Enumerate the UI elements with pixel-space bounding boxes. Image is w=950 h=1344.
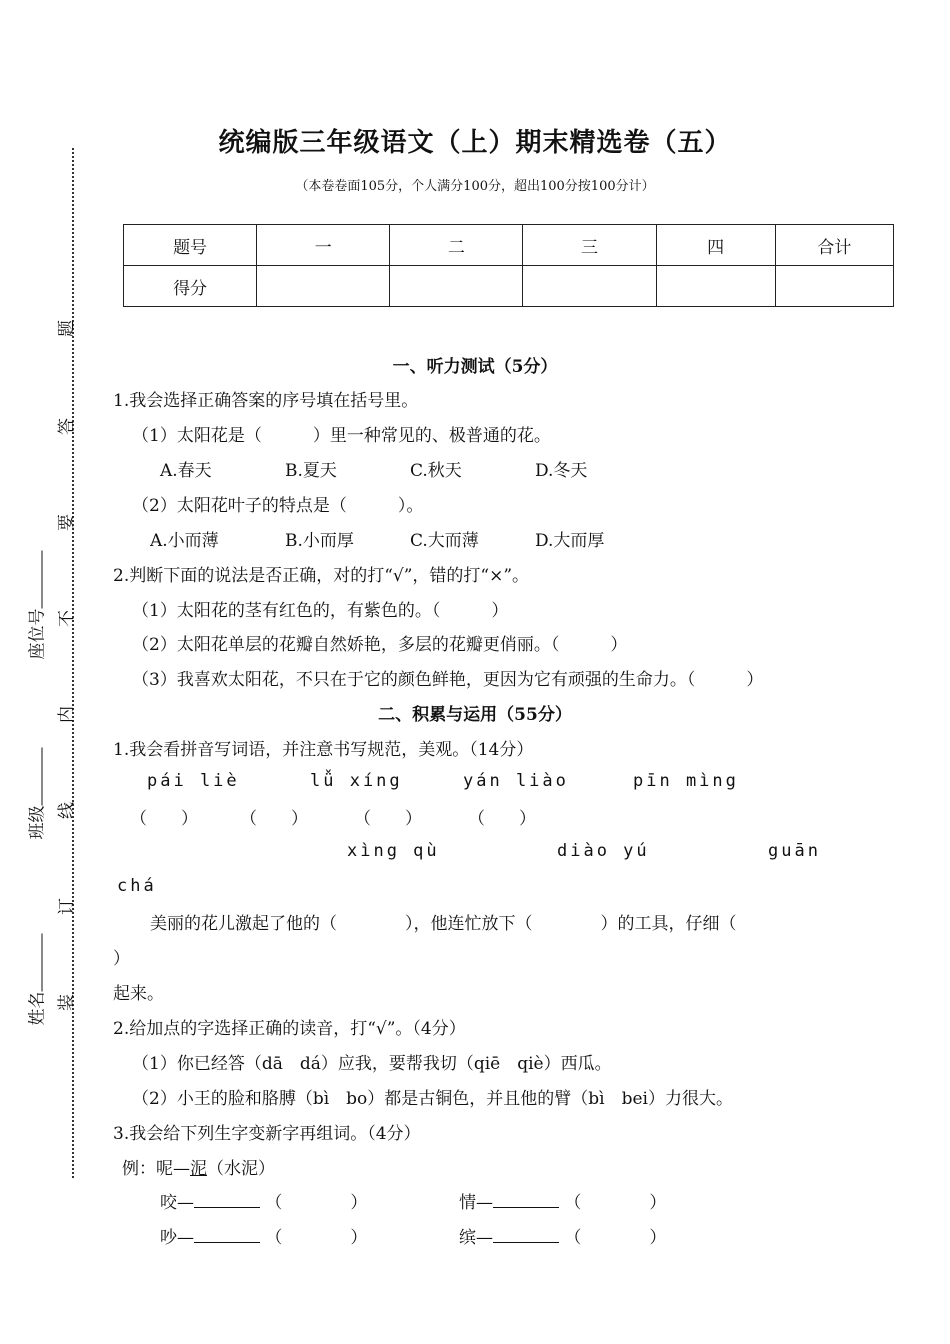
section1-heading: 一、听力测试（5分）	[392, 357, 558, 377]
option[interactable]: D.大而厚	[535, 531, 605, 551]
pinyin: pái liè	[147, 771, 240, 791]
new-char-item	[160, 1188, 367, 1213]
q1-sub1: （1）太阳花是（ ）里一种常见的、极普通的花。	[132, 426, 551, 446]
seat-number-line	[30, 551, 43, 609]
seal-char: 线	[57, 802, 77, 819]
q2-sub3: （3）我喜欢太阳花，不只在于它的颜色鲜艳，更因为它有顽强的生命力。（ ）	[132, 670, 764, 690]
class-label: 班级	[27, 805, 48, 840]
seal-char: 内	[57, 706, 77, 723]
new-char-source: 吵—	[160, 1228, 194, 1248]
new-char-source: 咬—	[160, 1193, 194, 1213]
seat-number-field[interactable]	[23, 550, 48, 660]
name-label: 姓名	[27, 991, 48, 1026]
new-word-paren[interactable]: （ ）	[265, 1193, 368, 1213]
pinyin: lǚ xíng	[310, 771, 403, 791]
section2-heading: 二、积累与运用（55分）	[378, 705, 572, 725]
q2-sub2: （2）太阳花单层的花瓣自然娇艳，多层的花瓣更俏丽。（ ）	[132, 635, 628, 655]
example-prefix: 例：呢—	[122, 1159, 190, 1179]
q1-sub2: （2）太阳花叶子的特点是（ ）。	[132, 496, 424, 516]
score-cell[interactable]	[656, 266, 775, 307]
option[interactable]: B.小而厚	[285, 531, 354, 551]
example-word: （水泥）	[207, 1159, 275, 1179]
class-field[interactable]	[23, 750, 48, 840]
q1-stem: 1.我会选择正确答案的序号填在括号里。	[113, 391, 419, 411]
option[interactable]: B.夏天	[285, 461, 337, 481]
page-title: 统编版三年级语文（上）期末精选卷（五）	[218, 128, 732, 158]
class-line	[30, 748, 43, 806]
name-field[interactable]	[23, 936, 48, 1026]
pinyin: chá	[117, 876, 157, 896]
score-row-label: 得分	[124, 266, 257, 307]
seal-char: 装	[57, 994, 77, 1011]
score-header-cell: 二	[390, 225, 523, 266]
fill-sentence-wrap: ）	[113, 949, 130, 969]
score-table	[123, 224, 894, 307]
seal-char: 答	[57, 418, 77, 435]
answer-blank[interactable]: （ ）	[468, 809, 536, 829]
s2-q3-stem: 3.我会给下列生字变新字再组词。（4分）	[113, 1124, 421, 1144]
new-char-item	[459, 1223, 666, 1248]
option[interactable]: D.冬天	[535, 461, 588, 481]
new-char-source: 缤—	[459, 1228, 493, 1248]
name-line	[30, 934, 43, 992]
page-subtitle: （本卷卷面105分，个人满分100分，超出100分按100分计）	[295, 179, 655, 194]
s2-q2-sub2: （2）小王的脸和胳膊（bì bo）都是古铜色，并且他的臂（bì bei）力很大。	[132, 1089, 733, 1109]
score-header-cell: 一	[257, 225, 390, 266]
seal-char: 题	[57, 320, 77, 337]
new-word-paren[interactable]: （ ）	[564, 1228, 667, 1248]
fill-sentence: 美丽的花儿激起了他的（ ），他连忙放下（ ）的工具，仔细（	[150, 914, 737, 934]
score-table-header-row	[124, 225, 894, 266]
option[interactable]: C.大而薄	[410, 531, 479, 551]
score-header-cell: 四	[656, 225, 775, 266]
pinyin: diào yú	[557, 841, 650, 861]
score-header-cell: 三	[523, 225, 656, 266]
answer-blank[interactable]: （ ）	[354, 809, 422, 829]
q2-sub1: （1）太阳花的茎有红色的，有紫色的。（ ）	[132, 601, 509, 621]
new-char-blank[interactable]	[493, 1191, 559, 1208]
seat-number-label: 座位号	[27, 608, 48, 660]
pinyin: xìng qù	[347, 841, 440, 861]
option[interactable]: C.秋天	[410, 461, 462, 481]
answer-blank[interactable]: （ ）	[130, 809, 198, 829]
example-char: 泥	[190, 1159, 207, 1179]
score-table-row	[124, 266, 894, 307]
pinyin: guān	[768, 841, 821, 861]
score-cell[interactable]	[390, 266, 523, 307]
answer-blank[interactable]: （ ）	[240, 809, 308, 829]
s2-q2-sub1: （1）你已经答（dā dá）应我，要帮我切（qiē qiè）西瓜。	[132, 1054, 612, 1074]
q2-stem: 2.判断下面的说法是否正确，对的打“√”，错的打“×”。	[113, 566, 530, 586]
s2-q2-stem: 2.给加点的字选择正确的读音，打“√”。（4分）	[113, 1019, 466, 1039]
seal-char: 不	[57, 610, 77, 627]
seal-char: 订	[57, 898, 77, 915]
new-word-paren[interactable]: （ ）	[564, 1193, 667, 1213]
option[interactable]: A.小而薄	[150, 531, 219, 551]
score-header-cell: 合计	[775, 225, 893, 266]
seal-char: 要	[57, 514, 77, 531]
new-char-blank[interactable]	[194, 1226, 260, 1243]
s2-q1-stem: 1.我会看拼音写词语，并注意书写规范，美观。（14分）	[113, 740, 534, 760]
score-header-cell: 题号	[124, 225, 257, 266]
pinyin: yán liào	[463, 771, 569, 791]
score-cell[interactable]	[257, 266, 390, 307]
new-char-item	[160, 1223, 367, 1248]
new-char-blank[interactable]	[194, 1191, 260, 1208]
option[interactable]: A.春天	[160, 461, 212, 481]
pinyin: pīn mìng	[633, 771, 739, 791]
new-char-item	[459, 1188, 666, 1213]
new-char-blank[interactable]	[493, 1226, 559, 1243]
fill-sentence-end: 起来。	[113, 984, 164, 1004]
new-word-paren[interactable]: （ ）	[265, 1228, 368, 1248]
binding-dotted-line	[72, 148, 74, 1178]
score-cell[interactable]	[775, 266, 893, 307]
new-char-source: 情—	[459, 1193, 493, 1213]
score-cell[interactable]	[523, 266, 656, 307]
example-line	[122, 1154, 275, 1179]
